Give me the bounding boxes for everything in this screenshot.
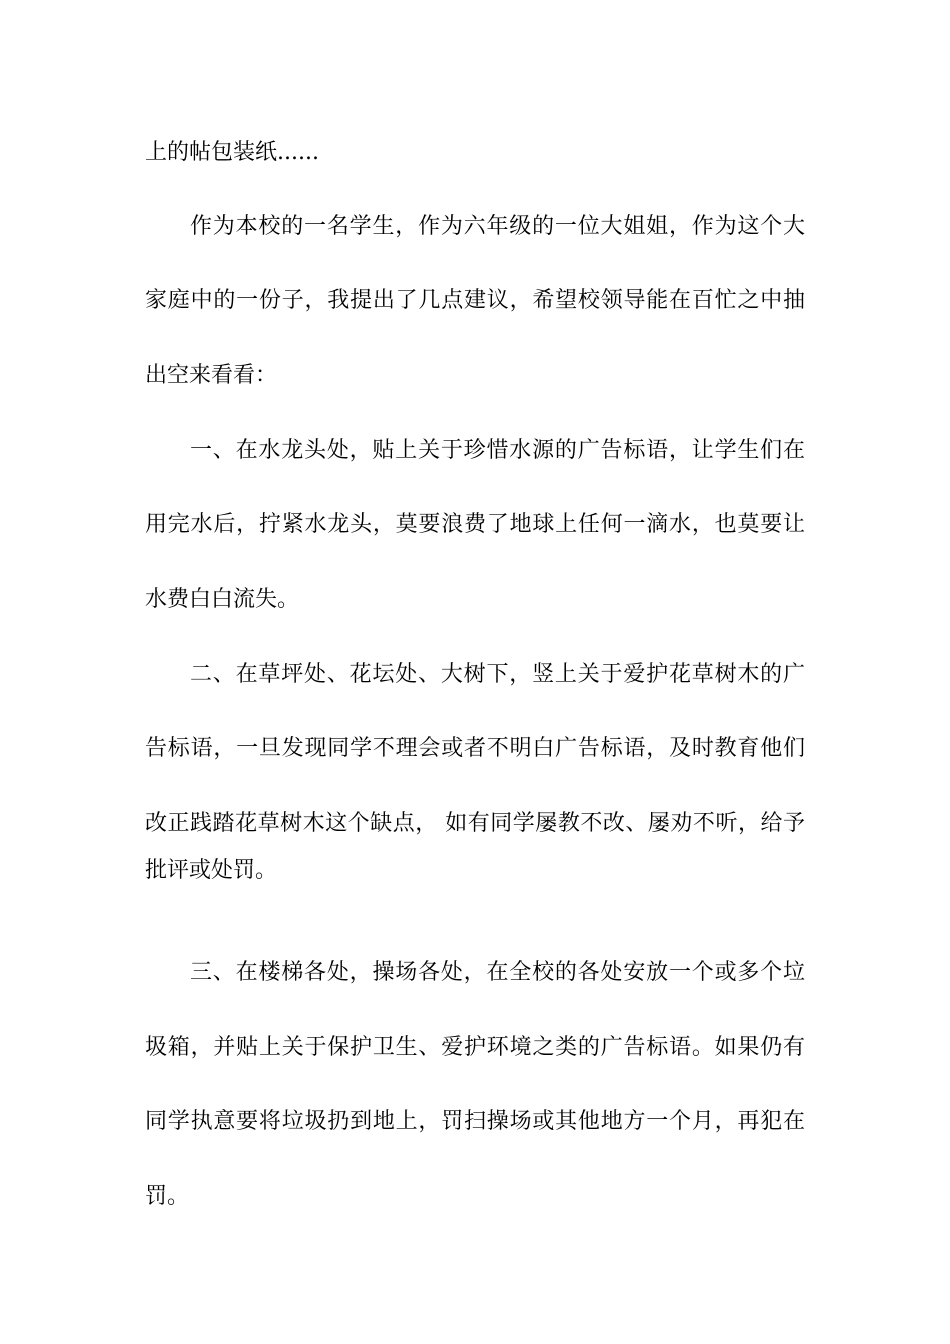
text-line: 水费白白流失。 [145,587,300,612]
text-line: 改正践踏花草树木这个缺点， 如有同学屡教不改、屡劝不听，给予 [145,811,805,836]
text-line: 用完水后，拧紧水龙头，莫要浪费了地球上任何一滴水，也莫要让 [145,512,805,537]
text-line: 出空来看看： [145,363,278,388]
text-line: 告标语，一旦发现同学不理会或者不明白广告标语，及时教育他们 [145,736,805,761]
text-line: 一、在水龙头处，贴上关于珍惜水源的广告标语，让学生们在 [190,438,805,463]
text-line: 三、在楼梯各处，操场各处，在全校的各处安放一个或多个垃 [190,960,805,985]
text-line: 作为本校的一名学生，作为六年级的一位大姐姐，作为这个大 [190,214,805,239]
text-line: 圾箱，并贴上关于保护卫生、爱护环境之类的广告标语。如果仍有 [145,1035,805,1060]
text-line: 同学执意要将垃圾扔到地上，罚扫操场或其他地方一个月，再犯在 [145,1109,805,1134]
text-line: 罚。 [145,1184,190,1209]
text-line: 家庭中的一份子，我提出了几点建议，希望校领导能在百忙之中抽 [145,288,805,313]
text-line: 批评或处罚。 [145,858,278,883]
text-line: 上的帖包装纸...... [145,140,319,165]
text-line: 二、在草坪处、花坛处、大树下，竖上关于爱护花草树木的广 [190,662,805,687]
